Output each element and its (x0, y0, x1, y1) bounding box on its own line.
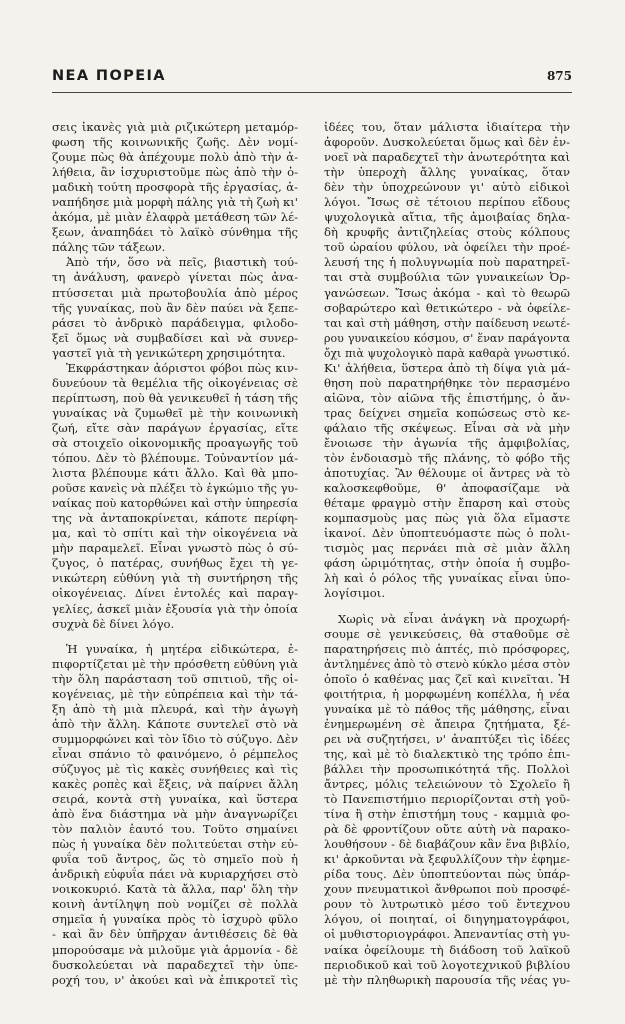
text-line: σειρά, κοντὰ στὴ γυναίκα, καὶ ὕστερα (52, 792, 298, 807)
text-line: χουν πνευματικοὶ ἄνθρωποι ποὺ προσφέ- (324, 882, 570, 897)
text-line: ξεῖ ὅμως νὰ συμβαδίσει καὶ νὰ συνερ- (52, 330, 298, 345)
text-line: ἀποτυχίας. Ἂν θέλουμε οἱ ἄντρες νὰ τὸ (324, 466, 570, 481)
text-column-left (52, 120, 298, 988)
text-line: σοβαρώτερο καὶ θετικώτερο - νὰ ὀφείλε- (324, 300, 570, 315)
text-line: τρας δείχνει σημεῖα κοπώσεως στὸ κε- (324, 405, 570, 420)
text-line: Ἐκφράστηκαν ἀόριστοι φόβοι πὼς κιν- (66, 360, 298, 375)
text-line: παρατηρήσεις πιὸ ἁπτές, πιὸ πρόσφορες, (324, 641, 570, 656)
text-line: τὴν ὑπεροχὴ ἄλλης γυναίκας, ὅταν (324, 165, 570, 180)
text-line: μὲ τὴν πληθωρικὴ παρουσία τῆς νέας γυ- (324, 972, 570, 987)
text-line: τη ἀνάλυση, φανερὸ γίνεται πὼς ἀνα- (52, 270, 298, 285)
text-line: μὴν παραμελεῖ. Εἶναι γνωστὸ πὼς ὁ σύ- (52, 541, 298, 556)
text-line: ἱκανοί. Δὲν ὑποπτευόμαστε πὼς ὁ πολι- (324, 526, 570, 541)
text-line: τὸν ἐνδοιασμὸ τῆς πλάνης, τὸ φόβο τῆς (324, 451, 570, 466)
header-rule (52, 92, 572, 93)
text-line: κακὲς ροπὲς καὶ ἕξεις, νὰ παίρνει ἄλλη (52, 777, 298, 792)
text-line: πτύσσεται μιὰ πρωτοβουλία ἀπὸ μέρος (52, 285, 298, 300)
text-line: λογίσιμοι. (324, 586, 386, 601)
text-line: φάση ὡριμότητας, στὴν ὁποία ἡ συμβο- (324, 556, 570, 571)
text-line: ἀντλημένες ἀπὸ τὸ στενὸ κύκλο μέσα στὸν (324, 657, 570, 671)
text-line: Ἡ γυναίκα, ἡ μητέρα εἰδικώτερα, ἐ- (66, 641, 298, 656)
text-line: νοεῖ νὰ παραδεχτεῖ τὴν ἀνωτερότητα καὶ (324, 150, 570, 165)
text-line: ζουμε πὼς θὰ ἀπέχουμε πολὺ ἀπὸ τὴν ἀ- (52, 150, 298, 165)
text-line: τὴν ὅλη παράσταση τοῦ σπιτιοῦ, τῆς οἰ- (52, 671, 298, 686)
text-line: Χωρὶς νὰ εἶναι ἀνάγκη νὰ προχωρή- (338, 611, 570, 626)
text-line: πιφορτίζεται μὲ τὴν πρόσθετη εὐθύνη γιὰ (52, 656, 298, 671)
text-line: βάλλει τὴν προσωπικότητά τῆς. Πολλοὶ (324, 761, 570, 776)
text-line: της, καὶ μὲ τὸ διαλεκτικὸ της τρόπο ἐπι- (324, 746, 570, 761)
text-line: ρου γυναικείου κόσμου, σ' ἕναν παράγοντα (324, 331, 570, 345)
text-line: ἐνημερωμένη σὲ ἄπειρα ζητήματα, ξέ- (324, 716, 570, 731)
text-line: ψυχολογικὰ αἴτια, τῆς ἀμοιβαίας δηλα- (324, 210, 570, 225)
text-line: κογένειας, μὲ τὴν εὐπρέπεια καὶ τὴν τά- (52, 686, 298, 701)
text-line: αἰῶνα, τὸν αἰῶνα τῆς ἐπιστήμης, ὁ ἄν- (324, 390, 570, 405)
text-line: δὲν τὴν ὑποχρεώνουν γι' αὐτὸ εἰδικοὶ (324, 180, 570, 195)
text-line: συμμορφώνει καὶ τὸν ἴδιο τὸ σύζυγο. Δὲν (52, 731, 298, 746)
text-line: φυΐα τοῦ ἄντρος, ὥς τὸ σημεῖο ποὺ ἡ (52, 852, 298, 867)
text-line: ἔνοιωσε τὴν ἀγωνία τῆς ἀμφιβολίας, (324, 435, 570, 450)
text-line: ροχή του, ν' ἀκούει καὶ νὰ ἐπικροτεῖ τὶς (52, 972, 298, 987)
text-line: γαστεῖ γιὰ τὴ γενικώτερη χρησιμότητα. (52, 345, 286, 360)
text-line: ροῦσε κανεὶς νὰ πλέξει τὸ ἐγκώμιο τῆς γυ- (52, 482, 298, 496)
journal-title: ΝΕΑ ΠΟΡΕΙΑ (52, 68, 166, 84)
text-line: ἄντρες, μόλις τελειώνουν τὸ Σχολεῖο ἢ (324, 777, 570, 792)
text-line: συχνὰ δὲ δίνει λόγο. (52, 616, 175, 631)
text-line: πάλης τῶν τάξεων. (52, 240, 166, 255)
text-line: γελίες, ἀσκεῖ μιὰν ἐξουσία γιὰ τὴν ὁποία (52, 601, 298, 616)
text-line: κομπασμοὺς μας πὼς γιὰ ὅλα εἴμαστε (324, 511, 570, 526)
text-line: δυνεύουν τὰ θεμέλια τῆς οἰκογένειας σὲ (52, 375, 298, 390)
text-line: τόπου. Δὲν τὸ βλέπουμε. Τοὐναντίον μά- (52, 451, 298, 466)
text-line: δὴ κρυφῆς ἀντιζηλείας στοὺς κόλπους (324, 225, 570, 240)
text-line: ἀπὸ ἕνα διάστημα νὰ μὴν ἀναγνωρίζει (52, 807, 298, 822)
text-line: φωση τῆς κοινωνικῆς ζωῆς. Δὲν νομί- (52, 135, 298, 150)
text-line: εἶναι σπάνιο τὸ φαινόμενο, ὁ ρέμπελος (52, 746, 298, 761)
text-line: ται καὶ στὴ μάθηση, στὴν παίδευση νεωτέ- (324, 316, 570, 330)
text-line: ἀνδρικὴ εὐφυΐα πάει νὰ κυριαρχήσει στὸ (52, 867, 298, 882)
text-line: ρίδα τους. Δὲν ὑποπτεύονται πὼς ὑπάρ- (324, 867, 570, 882)
text-line: Ἀπὸ τήν, ὅσο νὰ πεῖς, βιαστικὴ τού- (66, 255, 298, 270)
paragraph-gap (52, 632, 298, 642)
text-line: σουμε σὲ γενικεύσεις, θὰ σταθοῦμε σὲ (324, 626, 570, 641)
text-line: θηση ποὺ παρατηρήθηκε τὸν περασμένο (324, 375, 570, 390)
text-line: κοινὴ ἀντίληψη ποὺ νομίζει σὲ πολλὰ (52, 897, 298, 912)
text-line: τοῦ ὡραίου φύλου, νὰ ὀφείλει τὴν προέ- (324, 240, 570, 255)
text-line: σεις ἱκανὲς γιὰ μιὰ ριζικώτερη μεταμόρ- (52, 120, 298, 134)
text-line: σὰ στοιχεῖο οἰκονομικῆς προαγωγῆς τοῦ (52, 435, 298, 450)
text-line: κι' ἀρκοῦνται νὰ ξεφυλλίζουν τὴν ἐφημε- (324, 852, 570, 867)
text-column-right (324, 120, 570, 988)
text-line: ναίκα ὀφείλουμε τὴ διάδοση τοῦ λαϊκοῦ (324, 942, 570, 957)
text-line: ζυγος, ὁ πατέρας, συνήθως ἔχει τὴ γε- (52, 556, 298, 571)
text-line: καλοσκεφθοῦμε, θ' ἀποφασίζαμε νὰ (324, 481, 570, 496)
text-line: πὼς ἡ γυναίκα δὲν πολιτεύεται στὴν εὐ- (52, 837, 298, 852)
text-line: - καὶ ἂν δὲν ὑπῆρχαν ἀντιθέσεις δὲ θὰ (52, 927, 298, 942)
text-line: λὴ καὶ ὁ ρόλος τῆς γυναίκας εἶναι ὑπο- (324, 571, 570, 586)
text-line: φάλαιο τῆς σκέψεως. Εἶναι σὰ νὰ μὴν (324, 420, 570, 435)
text-line: λήθεια, ἂν ἰσχυριστοῦμε πὼς ἀπὸ τὴν ὁ- (52, 165, 298, 180)
text-line: ναίκας ποὺ κατορθώνει καὶ στὴν ὑπηρεσία (52, 497, 298, 511)
text-line: φοιτήτρια, ἡ μορφωμένη κοπέλλα, ἡ νέα (324, 686, 570, 701)
text-line: δυσκολεύεται νὰ παραδεχτεῖ τὴν ὑπε- (52, 957, 298, 972)
text-line: ρουν τὸ λυτρωτικὸ μέσο τοῦ ἔντεχνου (324, 897, 570, 912)
text-line: σύζυγος μὲ τὶς κακὲς συνήθειες καὶ τὶς (52, 761, 298, 776)
paragraph-gap (324, 602, 570, 612)
text-line: ναπήδησε μιὰ μορφὴ πάλης γιὰ τὴ ζωὴ κι' (52, 195, 298, 210)
text-line: τισμὸς μας περνάει πιὰ σὲ μιὰν ἄλλη (324, 541, 570, 556)
text-line: θέταμε φραγμὸ στὴν ἔπαρση καὶ στοὺς (324, 496, 570, 511)
text-line: περίπτωση, ποὺ θὰ γενικευθεῖ ἡ τάση τῆς (52, 390, 298, 405)
text-line: ζωή, εἴτε σὰν παράγων ἐργασίας, εἴτε (52, 420, 298, 435)
text-line: νικώτερη εὐθύνη γιὰ τὴ συντήρηση τῆς (52, 571, 298, 586)
page-number: 875 (546, 69, 572, 83)
text-line: οἱ μυθιστοριογράφοι. Ἀπεναντίας στὴ γυ- (324, 927, 570, 942)
text-line: μπορούσαμε νὰ μιλοῦμε γιὰ ἁρμονία - δὲ (52, 942, 298, 957)
text-line: ἀφοροῦν. Δυσκολεύεται ὅμως καὶ δὲν ἐν- (324, 135, 570, 150)
text-line: λευσή της ἡ πολυγνωμία ποὺ παρατηρεῖ- (324, 255, 570, 270)
text-line: οἰκογένειας. Δίνει ἐντολές καὶ παραγ- (52, 586, 298, 601)
text-line: νοικοκυριό. Κατὰ τὰ ἄλλα, παρ' ὅλη τὴν (52, 882, 298, 897)
text-line: ἀπὸ τὴν ἄλλη. Κάποτε συντελεῖ στὸ νὰ (52, 716, 298, 731)
text-line: περιοδικοῦ καὶ τοῦ λογοτεχνικοῦ βιβλίου (324, 957, 570, 972)
running-header (52, 66, 572, 86)
text-line: ὁποῖο ὁ καθένας μας ζεῖ καὶ κινεῖται. Ἡ (324, 671, 570, 686)
text-line: ράσει τὸ ἀνδρικὸ παράδειγμα, φιλοδο- (52, 315, 298, 330)
text-line: ξη ἀπὸ τὴ μιὰ πλευρά, καὶ τὴν ἀγωγὴ (52, 701, 298, 716)
text-line: λόγου, οἱ ποιηταί, οἱ διηγηματογράφοι, (324, 912, 570, 927)
text-line: λόγοι. Ἴσως σὲ τέτοιου περίπου εἴδους (324, 195, 570, 210)
text-line: τὸ Πανεπιστήμιο περιορίζονται στὴ γοῦ- (324, 792, 570, 807)
text-line: γυναίκα μὲ τὸ πάθος τῆς μάθησης, εἶναι (324, 701, 570, 716)
text-line: ἀκόμα, μὲ μιὰν ἐλαφρὰ μετάθεση τῶν λέ- (52, 210, 298, 225)
text-line: ρὰ δὲ φροντίζουν οὔτε αὐτὴ νὰ παρακο- (324, 822, 570, 837)
text-line: σημεῖα ἡ γυναίκα πρὸς τὸ ἰσχυρὸ φῦλο (52, 912, 298, 927)
text-line: Κι' ἀλήθεια, ὕστερα ἀπὸ τὴ δίψα γιὰ μά- (324, 360, 570, 375)
text-line: μα, καὶ τὸ σπίτι καὶ τὴν οἰκογένεια νὰ (52, 526, 298, 541)
text-line: ἰδέες του, ὅταν μάλιστα ἰδιαίτερα τὴν (324, 120, 570, 134)
text-line: ρει νὰ συζητήσει, ν' ἀναπτύξει τὶς ἰδέες (324, 731, 570, 746)
text-line: ται στὰ συμβούλια τῶν γυναικείων Ὀρ- (324, 270, 570, 285)
text-line: τὸν παλιὸν ἑαυτό του. Τοῦτο σημαίνει (52, 822, 298, 837)
text-line: τῆς γυναίκας, ποὺ ἂν δὲν παύει νὰ ξεπε- (52, 300, 298, 315)
text-line: λουθήσουν - δὲ διαβάζουν κἂν ἕνα βιβλίο, (324, 837, 570, 852)
text-line: ὄχι πιὰ ψυχολογικὸ παρὰ καθαρὰ γνωστικό. (324, 346, 570, 360)
text-line: τίνα ἢ στὴν ἐπιστήμη τους - καμμιὰ φο- (324, 807, 570, 822)
text-line: γυναίκας νὰ ζυμωθεῖ μὲ τὴν κοινωνικὴ (52, 405, 298, 420)
text-line: ξεων, ἀναπηδάει τὸ λαϊκὸ σύνθημα τῆς (52, 225, 298, 240)
text-line: της νὰ ἀνταποκρίνεται, κάποτε περίφη- (52, 511, 298, 526)
text-line: γανώσεων. Ἴσως ἀκόμα - καὶ τὸ θεωρῶ (324, 285, 570, 300)
text-line: μαδικὴ τούτη προσφορὰ τῆς ἐργασίας, ἀ- (52, 180, 298, 195)
text-line: λιστα βλέπουμε κάτι ἄλλο. Καὶ θὰ μπο- (52, 466, 298, 481)
